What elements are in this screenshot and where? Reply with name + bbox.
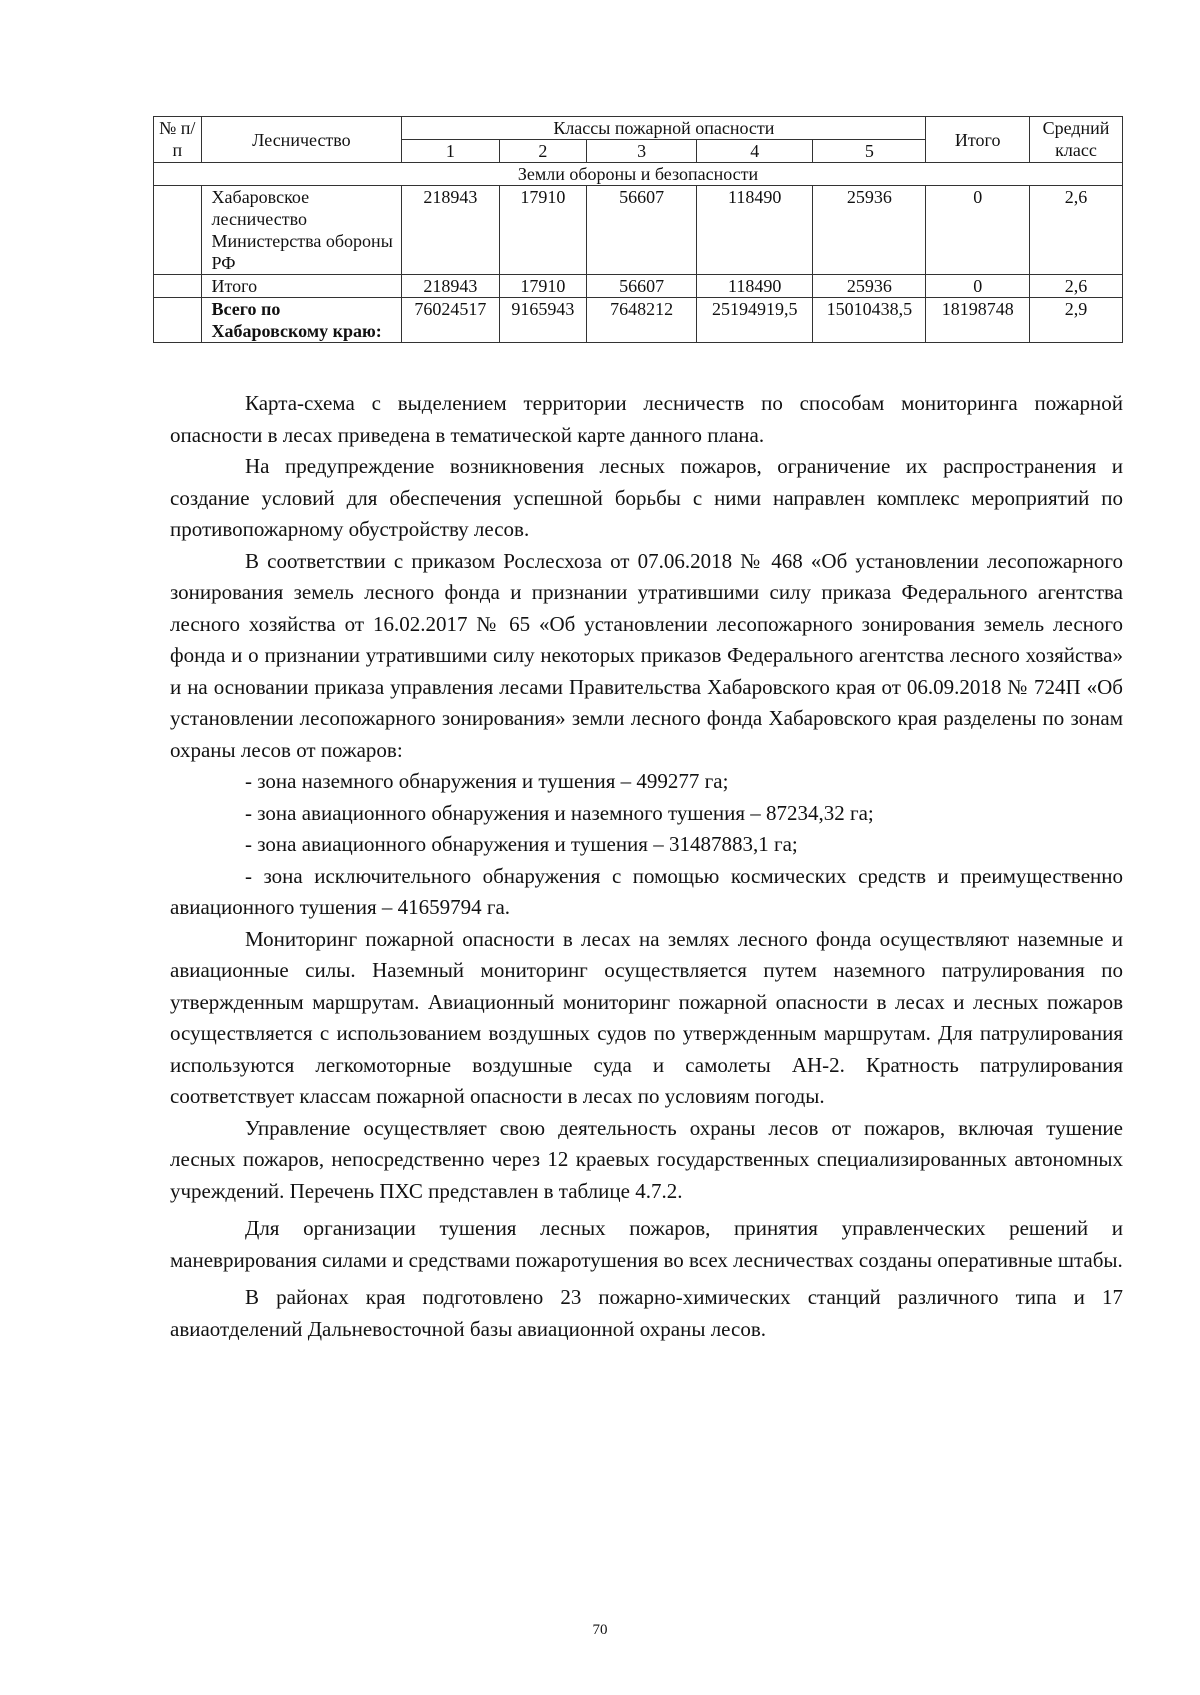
paragraph: Мониторинг пожарной опасности в лесах на землях лесного фонда осуществляют наземные и авиационные силы. Наземный мониторинг осуществляется путем наземного патрулирования по утвержденным маршрутам. Авиационный мониторинг пожарной опасности в лесах и лесных пожаров осуществляется с использованием воздушных судов по утвержденным маршрутам. Для патрулирования используются легкомоторные воздушные суда и самолеты АН-2. Кратность патрулирования соответствует классам пожарной опасности в лесах по условиям погоды. [170, 926, 1123, 1108]
body-text [170, 388, 1123, 1345]
row-num [154, 186, 202, 275]
zone-item: - зона авиационного обнаружения и наземного тушения – 87234,32 га; [245, 800, 874, 825]
table-section-row [154, 163, 1123, 186]
paragraph: На предупреждение возникновения лесных пожаров, ограничение их распространения и создание условий для обеспечения успешной борьбы с ними направлен комплекс мероприятий по противопожарному обустройству лесов. [170, 454, 1123, 541]
zone-item: - зона исключительного обнаружения с помощью космических средств и преимущественно авиационного тушения – 41659794 га. [170, 863, 1123, 919]
row-value: 56607 [587, 186, 697, 275]
row-value: 9165943 [499, 298, 587, 343]
row-value: 7648212 [587, 298, 697, 343]
row-value: 2,6 [1029, 186, 1122, 275]
header-total: Итого [926, 117, 1030, 163]
header-num: № п/п [154, 117, 202, 163]
row-name: Хабаровское лесничество Министерства обороны РФ [201, 186, 402, 275]
row-num [154, 298, 202, 343]
header-class-3: 3 [587, 140, 697, 163]
header-class-5: 5 [813, 140, 926, 163]
header-avg: Средний класс [1029, 117, 1122, 163]
paragraph: Управление осуществляет свою деятельность охраны лесов от пожаров, включая тушение лесных пожаров, непосредственно через 12 краевых государственных специализированных автономных учреждений. Перечень ПХС представлен в таблице 4.7.2. [170, 1115, 1123, 1203]
row-value: 0 [926, 186, 1030, 275]
row-value: 15010438,5 [813, 298, 926, 343]
row-value: 0 [926, 275, 1030, 298]
row-value: 76024517 [402, 298, 499, 343]
paragraph: В районах края подготовлено 23 пожарно-химических станций различного типа и 17 авиаотделений Дальневосточной базы авиационной охраны лесов. [170, 1285, 1123, 1341]
header-class-2: 2 [499, 140, 587, 163]
row-value: 218943 [402, 275, 499, 298]
row-value: 17910 [499, 275, 587, 298]
row-value: 56607 [587, 275, 697, 298]
row-value: 118490 [697, 186, 813, 275]
row-value: 25194919,5 [697, 298, 813, 343]
table-header-row [154, 117, 1123, 140]
row-value: 2,6 [1029, 275, 1122, 298]
row-name: Итого [201, 275, 402, 298]
row-value: 17910 [499, 186, 587, 275]
header-forestry: Лесничество [201, 117, 402, 163]
page-number: 70 [592, 1622, 608, 1638]
paragraph: Для организации тушения лесных пожаров, принятия управленческих решений и маневрирования силами и средствами пожаротушения во всех лесничествах созданы оперативные штабы. [170, 1216, 1123, 1272]
table-row [154, 298, 1123, 343]
row-value: 218943 [402, 186, 499, 275]
table-row [154, 275, 1123, 298]
header-class-4: 4 [697, 140, 813, 163]
header-class-1: 1 [402, 140, 499, 163]
paragraph: В соответствии с приказом Рослесхоза от 07.06.2018 № 468 «Об установлении лесопожарного зонирования земель лесного фонда и признании утратившими силу приказа Федерального агентства лесного хозяйства от 16.02.2017 № 65 «Об установлении лесопожарного зонирования земель лесного фонда и о признании утратившими силу некоторых приказов Федерального агентства лесного хозяйства» и на основании приказа управления лесами Правительства Хабаровского края от 06.09.2018 № 724П «Об установлении лесопожарного зонирования» земли лесного фонда Хабаровского края разделены по зонам охраны лесов от пожаров: [170, 548, 1123, 762]
table-row [154, 186, 1123, 275]
fire-danger-table [153, 116, 1123, 343]
header-classes-title: Классы пожарной опасности [402, 117, 926, 140]
paragraph: Карта-схема с выделением территории лесничеств по способам мониторинга пожарной опасности в лесах приведена в тематической карте данного плана. [170, 391, 1123, 447]
row-value: 118490 [697, 275, 813, 298]
row-value: 25936 [813, 186, 926, 275]
section-title: Земли обороны и безопасности [154, 163, 1123, 186]
zone-item: - зона наземного обнаружения и тушения – 499277 га; [245, 769, 729, 793]
row-value: 18198748 [926, 298, 1030, 343]
zone-item: - зона авиационного обнаружения и тушения – 31487883,1 га; [245, 832, 798, 856]
row-name: Всего по Хабаровскому краю: [201, 298, 402, 343]
row-value: 2,9 [1029, 298, 1122, 343]
row-value: 25936 [813, 275, 926, 298]
row-num [154, 275, 202, 298]
